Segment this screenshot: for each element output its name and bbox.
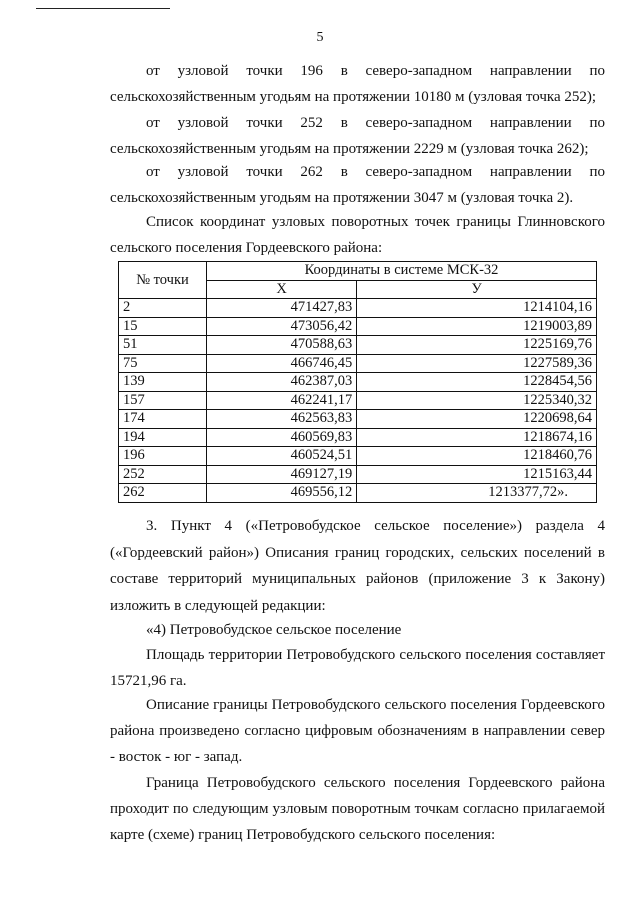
cell-y: 1228454,56 <box>357 373 597 392</box>
segment-paragraph <box>110 159 605 211</box>
cell-x: 462563,83 <box>207 410 357 429</box>
cell-x: 466746,45 <box>207 354 357 373</box>
cell-x: 460569,83 <box>207 428 357 447</box>
table-row <box>119 317 597 336</box>
cell-x: 470588,63 <box>207 336 357 355</box>
table-row <box>119 373 597 392</box>
header-coordinate-system: Координаты в системе МСК-32 <box>207 262 597 281</box>
table-body <box>119 299 597 503</box>
table-row <box>119 484 597 503</box>
table-row <box>119 354 597 373</box>
table-row <box>119 299 597 318</box>
segment-paragraph <box>110 58 605 110</box>
cell-point: 194 <box>119 428 207 447</box>
cell-point: 262 <box>119 484 207 503</box>
segment-paragraph <box>110 110 605 162</box>
cell-point: 15 <box>119 317 207 336</box>
table-header-row <box>119 262 597 281</box>
cell-x: 469127,19 <box>207 465 357 484</box>
list-intro-line: сельского поселения Гордеевского района: <box>110 240 383 256</box>
description-paragraph: Описание границы Петровобудского сельского поселения Гордеевского района произведено согласно цифровым обозначениям в направлении север - восток - юг - запад. <box>110 697 605 765</box>
table-row <box>119 447 597 466</box>
table-row <box>119 465 597 484</box>
table-row <box>119 336 597 355</box>
cell-point: 174 <box>119 410 207 429</box>
cell-y: 1220698,64 <box>357 410 597 429</box>
cell-y: 1213377,72». <box>357 484 597 503</box>
cell-y: 1225169,76 <box>357 336 597 355</box>
cell-x: 471427,83 <box>207 299 357 318</box>
cell-x: 462387,03 <box>207 373 357 392</box>
list-intro <box>110 209 605 261</box>
coordinates-table <box>118 261 597 503</box>
segment-line: от узловой точки 196 в северо-западном направлении по <box>146 63 605 79</box>
cell-point: 51 <box>119 336 207 355</box>
cell-y: 1218674,16 <box>357 428 597 447</box>
segment-line: сельскохозяйственным угодьям на протяжении 3047 м (узловая точка 2). <box>110 190 574 206</box>
header-x: Х <box>207 280 357 299</box>
cell-x: 460524,51 <box>207 447 357 466</box>
item-3-paragraph: 3. Пункт 4 («Петровобудское сельское поселение») раздела 4 («Гордеевский район») Описания границ городских, сельских поселений в составе территорий муниципальных районов (приложение 3 к Закону) изложить в следующей редакции: <box>110 518 605 614</box>
cell-y: 1218460,76 <box>357 447 597 466</box>
segment-line: сельскохозяйственным угодьям на протяжении 2229 м (узловая точка 262); <box>110 141 589 157</box>
cell-point: 157 <box>119 391 207 410</box>
table-row <box>119 428 597 447</box>
segment-line: от узловой точки 262 в северо-западном направлении по <box>146 164 605 180</box>
header-point-number: № точки <box>119 262 207 299</box>
header-rule <box>36 8 170 9</box>
table-row <box>119 410 597 429</box>
cell-x: 469556,12 <box>207 484 357 503</box>
list-intro-line: Список координат узловых поворотных точек границы Глинновского <box>146 214 605 230</box>
cell-point: 252 <box>119 465 207 484</box>
segment-line: от узловой точки 252 в северо-западном направлении по <box>146 115 605 131</box>
area-paragraph: Площадь территории Петровобудского сельского поселения составляет 15721,96 га. <box>110 647 605 689</box>
cell-y: 1214104,16 <box>357 299 597 318</box>
cell-point: 139 <box>119 373 207 392</box>
cell-point: 75 <box>119 354 207 373</box>
cell-y: 1219003,89 <box>357 317 597 336</box>
section-title: «4) Петровобудское сельское поселение <box>146 622 402 638</box>
cell-y: 1227589,36 <box>357 354 597 373</box>
cell-y: 1215163,44 <box>357 465 597 484</box>
cell-y: 1225340,32 <box>357 391 597 410</box>
cell-point: 196 <box>119 447 207 466</box>
cell-point: 2 <box>119 299 207 318</box>
boundary-paragraph: Граница Петровобудского сельского поселения Гордеевского района проходит по следующим узловым поворотным точкам согласно прилагаемой карте (схеме) границ Петровобудского сельского поселения: <box>110 775 605 843</box>
cell-x: 473056,42 <box>207 317 357 336</box>
segment-line: сельскохозяйственным угодьям на протяжении 10180 м (узловая точка 252); <box>110 89 597 105</box>
table-row <box>119 391 597 410</box>
header-y: У <box>357 280 597 299</box>
page-number: 5 <box>316 30 324 45</box>
cell-x: 462241,17 <box>207 391 357 410</box>
